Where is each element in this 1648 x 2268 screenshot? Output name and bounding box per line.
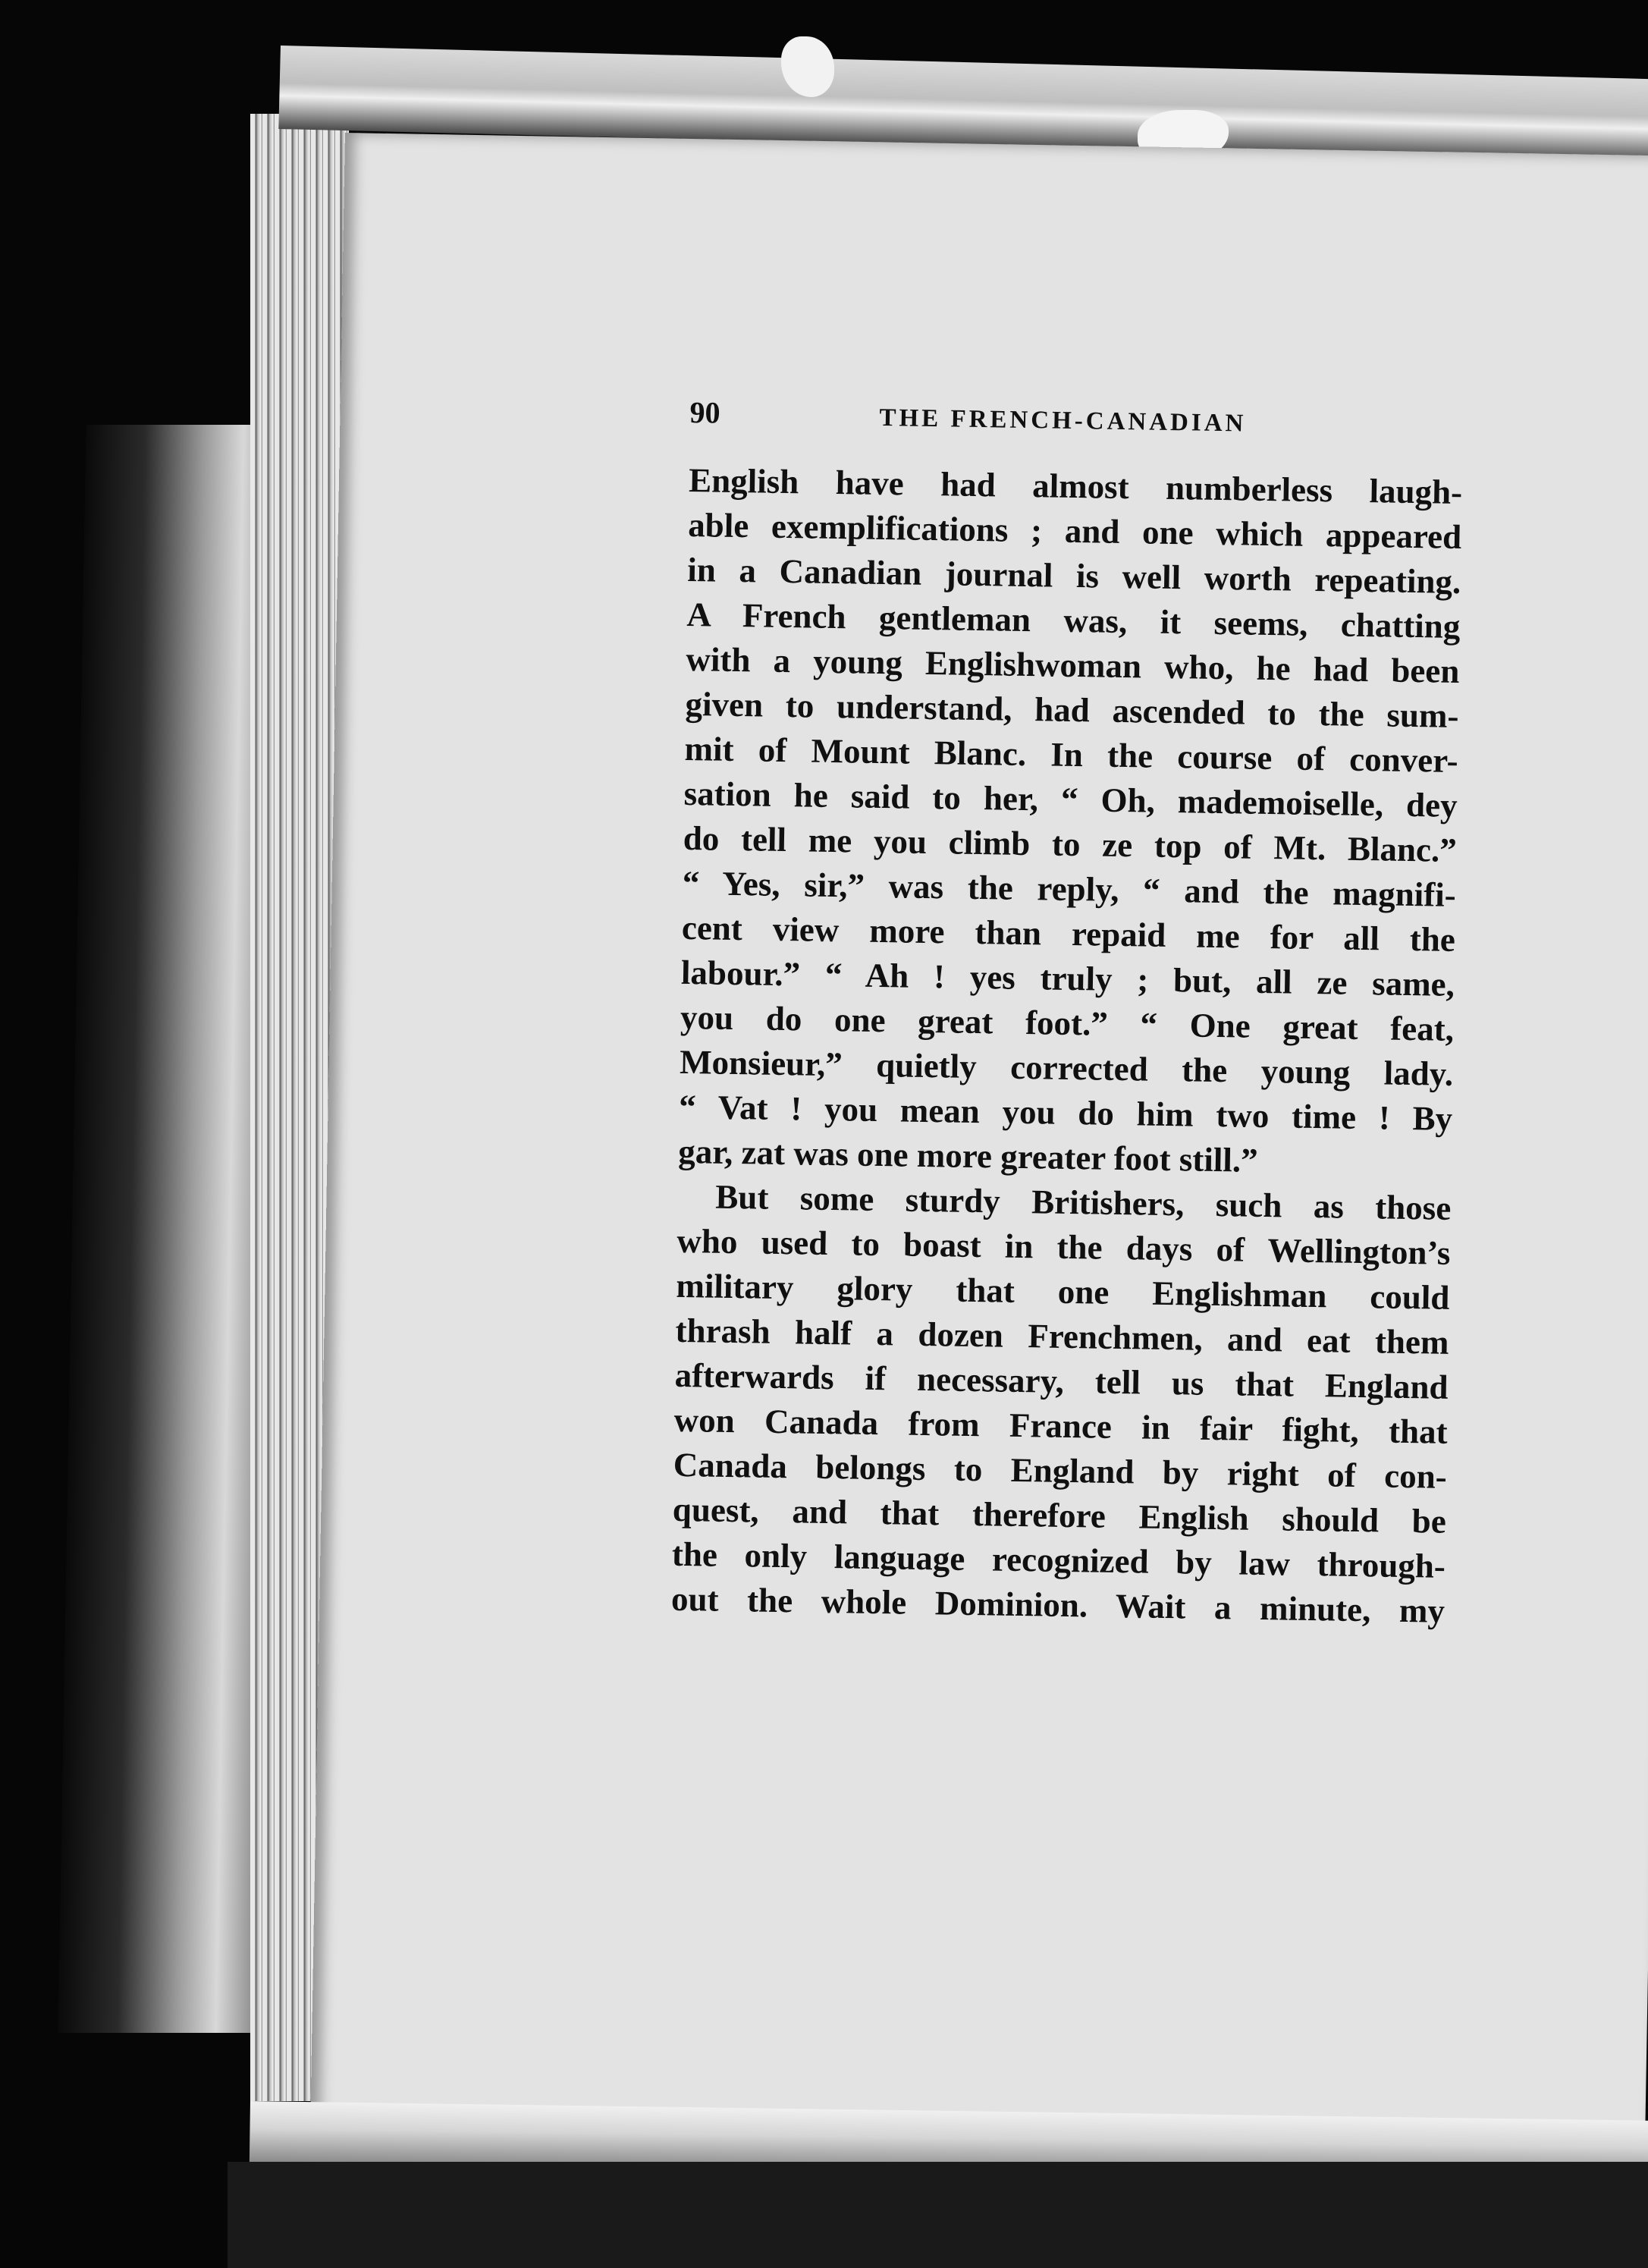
text-line: gar, zat was one more greater foot still.”: [677, 1132, 1259, 1180]
page-text-block: [671, 394, 1464, 1634]
page-number: 90: [689, 394, 720, 430]
text-line: given to understand, had ascended to the sum-: [685, 684, 1459, 735]
text-line: military glory that one Englishman could: [676, 1266, 1450, 1317]
text-line: Monsieur,” quietly corrected the young lady.: [679, 1042, 1454, 1093]
text-line: “ Yes, sir,” was the reply, “ and the magnifi-: [682, 863, 1457, 914]
text-line: Canada belongs to England by right of con-: [673, 1445, 1448, 1496]
running-head-title: THE FRENCH-CANADIAN: [879, 404, 1247, 438]
text-line: the only language recognized by law through-: [671, 1535, 1446, 1585]
text-line: sation he said to her, “ Oh, mademoiselle, dey: [683, 774, 1458, 825]
text-line: you do one great foot.” “ One great feat,: [680, 997, 1455, 1048]
text-line: But some sturdy Britishers, such as those: [714, 1177, 1452, 1227]
running-head: [689, 394, 1464, 460]
text-line: who used to boast in the days of Wellington’s: [676, 1221, 1451, 1272]
book-page-edges: [58, 425, 283, 2033]
scan-background-bottom: [228, 2162, 1648, 2268]
text-line: able exemplifications ; and one which appeared: [687, 505, 1462, 556]
text-line: “ Vat ! you mean you do him two time ! By: [678, 1087, 1453, 1138]
text-line: do tell me you climb to ze top of Mt. Blanc.”: [683, 818, 1458, 869]
text-line: thrash half a dozen Frenchmen, and eat them: [675, 1311, 1449, 1362]
text-line: A French gentleman was, it seems, chatting: [686, 595, 1461, 646]
text-line: with a young Englishwoman who, he had been: [686, 639, 1460, 690]
text-line: in a Canadian journal is well worth repeating.: [686, 550, 1461, 601]
text-line: afterwards if necessary, tell us that England: [674, 1355, 1449, 1406]
text-line: quest, and that therefore English should be: [672, 1490, 1447, 1541]
text-line: out the whole Dominion. Wait a minute, my: [670, 1579, 1446, 1630]
text-line: English have had almost numberless laugh-: [688, 460, 1463, 512]
text-line: won Canada from France in fair fight, that: [673, 1400, 1449, 1451]
text-line: mit of Mount Blanc. In the course of conver-: [684, 729, 1458, 780]
text-line: cent view more than repaid me for all the: [681, 908, 1456, 959]
text-line: labour.” “ Ah ! yes truly ; but, all ze same,: [680, 953, 1455, 1004]
